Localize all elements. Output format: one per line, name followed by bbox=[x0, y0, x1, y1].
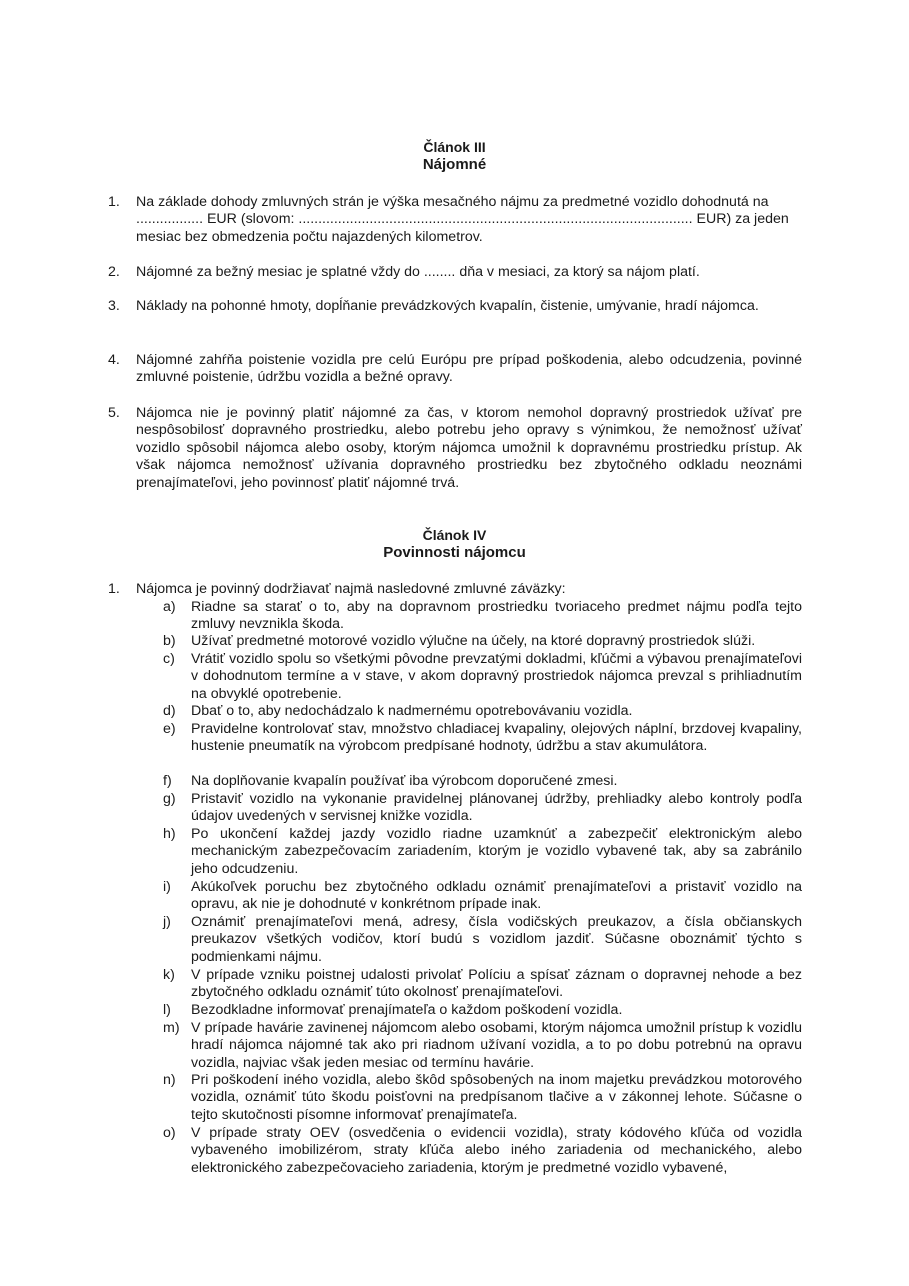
sub-item-l bbox=[163, 1002, 802, 1019]
sub-item-text: Bezodkladne informovať prenajímateľa o každom poškodení vozidla. bbox=[191, 1002, 623, 1018]
sub-item-letter: l) bbox=[163, 1002, 171, 1018]
article-4-item-1 bbox=[108, 581, 802, 598]
article-3-heading bbox=[0, 139, 909, 174]
item-number: 5. bbox=[108, 405, 120, 421]
sub-item-n bbox=[163, 1072, 802, 1124]
sub-item-text: Oznámiť prenajímateľovi mená, adresy, čísla vodičských preukazov, a čísla občianskych preukazov všetkých vodičov, ktorí budú s vozidlom jazdiť. Súčasne oboznámiť týchto s podmienkami nájmu. bbox=[191, 914, 802, 965]
sub-item-text: Užívať predmetné motorové vozidlo výlučne na účely, na ktoré dopravný prostriedok slúži. bbox=[191, 633, 756, 649]
item-number: 1. bbox=[108, 581, 120, 597]
sub-item-c bbox=[163, 651, 802, 703]
sub-item-letter: i) bbox=[163, 879, 171, 895]
sub-item-letter: m) bbox=[163, 1020, 180, 1036]
item-number: 3. bbox=[108, 298, 120, 314]
article-4-number: Článok IV bbox=[422, 527, 487, 543]
sub-item-k bbox=[163, 967, 802, 1002]
item-text: Náklady na pohonné hmoty, dopĺňanie prevádzkových kvapalín, čistenie, umývanie, hradí nájomca. bbox=[136, 298, 759, 314]
article-3-title: Nájomné bbox=[422, 156, 487, 173]
sub-item-m bbox=[163, 1020, 802, 1072]
article-4-heading bbox=[0, 527, 909, 562]
item-text: Nájomca nie je povinný platiť nájomné za čas, v ktorom nemohol dopravný prostriedok užívať pre nespôsobilosť dopravného prostriedku, alebo potrebu jeho opravy s výnimkou, že nemožnosť užívať vozidlo spôsobil nájomca alebo osoby, ktorým nájomca umožnil k dopravnému prostriedku prístup. Ak však nájomca nemožnosť užívania dopravného prostriedku bez zbytočného odkladu neoznámi prenajímateľovi, jeho povinnosť platiť nájomné trvá. bbox=[136, 405, 802, 491]
item-text: Nájomné zahŕňa poistenie vozidla pre celú Európu pre prípad poškodenia, alebo odcudzenia, povinné zmluvné poistenie, údržbu vozidla a bežné opravy. bbox=[136, 352, 802, 386]
sub-item-letter: a) bbox=[163, 599, 176, 615]
sub-item-j bbox=[163, 914, 802, 966]
sub-item-b bbox=[163, 633, 802, 650]
item-number: 2. bbox=[108, 264, 120, 280]
item-text: Nájomné za bežný mesiac je splatné vždy do ........ dňa v mesiaci, za ktorý sa nájom platí. bbox=[136, 264, 700, 280]
sub-item-letter: f) bbox=[163, 773, 172, 789]
article-3-item-2 bbox=[108, 264, 802, 281]
sub-item-letter: o) bbox=[163, 1125, 176, 1141]
sub-item-a bbox=[163, 599, 802, 634]
sub-item-letter: h) bbox=[163, 826, 176, 842]
sub-item-text: Po ukončení každej jazdy vozidlo riadne uzamknúť a zabezpečiť elektronickým alebo mechanickým zabezpečovacím zariadením, ktorým je vozidlo vybavené tak, aby sa zabránilo jeho odcudzeniu. bbox=[191, 826, 802, 877]
sub-item-i bbox=[163, 879, 802, 914]
article-3-item-4 bbox=[108, 352, 802, 387]
item-number: 4. bbox=[108, 352, 120, 368]
sub-item-letter: j) bbox=[163, 914, 171, 930]
sub-item-text: V prípade straty OEV (osvedčenia o evidencii vozidla), straty kódového kľúča od vozidla vybaveného imobilizérom, straty kľúča alebo iného zariadenia od mechanického, alebo elektronického zabezpečovacieho zariadenia, ktorým je predmetné vozidlo vybavené, bbox=[191, 1125, 802, 1176]
sub-item-text: V prípade vzniku poistnej udalosti privolať Políciu a spísať záznam o dopravnej nehode a bez zbytočného odkladu oznámiť túto okolnosť prenajímateľovi. bbox=[191, 967, 802, 1001]
item-text: Nájomca je povinný dodržiavať najmä nasledovné zmluvné záväzky: bbox=[136, 581, 566, 597]
sub-item-o bbox=[163, 1125, 802, 1177]
sub-item-letter: g) bbox=[163, 791, 176, 807]
sub-item-letter: b) bbox=[163, 633, 176, 649]
article-3-item-5 bbox=[108, 405, 802, 492]
sub-item-text: Pristaviť vozidlo na vykonanie pravidelnej plánovanej údržby, prehliadky alebo kontroly podľa údajov uvedených v servisnej knižke vozidla. bbox=[191, 791, 802, 825]
sub-item-letter: d) bbox=[163, 703, 176, 719]
sub-item-text: Pri poškodení iného vozidla, alebo škôd spôsobených na inom majetku prevádzkou motorového vozidla, oznámiť túto škodu poisťovni na predpísanom tlačive a v zákonnej lehote. Súčasne o tejto skutočnosti písomne informovať prenajímateľa. bbox=[191, 1072, 802, 1123]
sub-item-d bbox=[163, 703, 802, 720]
sub-item-text: Dbať o to, aby nedochádzalo k nadmernému opotrebovávaniu vozidla. bbox=[191, 703, 633, 719]
sub-item-text: Pravidelne kontrolovať stav, množstvo chladiacej kvapaliny, olejových náplní, brzdovej kvapaliny, hustenie pneumatík na výrobcom predpísané hodnoty, údržbu a stav akumulátora. bbox=[191, 721, 802, 755]
sub-item-h bbox=[163, 826, 802, 878]
article-3-item-1 bbox=[108, 194, 802, 246]
sub-item-letter: n) bbox=[163, 1072, 176, 1088]
sub-item-text: V prípade havárie zavinenej nájomcom alebo osobami, ktorým nájomca umožnil prístup k vozidlu hradí nájomca nájomné tak ako pri riadnom užívaní vozidla, a to po dobu potrebnú na opravu vozidla, najviac však jeden mesiac od termínu havárie. bbox=[191, 1020, 802, 1071]
article-3-number: Článok III bbox=[423, 139, 486, 155]
sub-item-text: Akúkoľvek poruchu bez zbytočného odkladu oznámiť prenajímateľovi a pristaviť vozidlo na opravu, ak nie je dohodnuté v konkrétnom prípade inak. bbox=[191, 879, 802, 913]
sub-item-f bbox=[163, 773, 802, 790]
item-number: 1. bbox=[108, 194, 120, 210]
sub-item-g bbox=[163, 791, 802, 826]
article-3-item-3 bbox=[108, 298, 802, 315]
sub-item-letter: e) bbox=[163, 721, 176, 737]
sub-item-letter: k) bbox=[163, 967, 175, 983]
sub-item-text: Vrátiť vozidlo spolu so všetkými pôvodne prevzatými dokladmi, kľúčmi a výbavou prenajímateľovi v dohodnutom termíne a v stave, v akom dopravný prostriedok nájomca prevzal s prihliadnutím na obvyklé opotrebenie. bbox=[191, 651, 802, 702]
sub-item-e bbox=[163, 721, 802, 756]
sub-item-text: Na doplňovanie kvapalín používať iba výrobcom doporučené zmesi. bbox=[191, 773, 618, 789]
item-text: Na základe dohody zmluvných strán je výška mesačného nájmu za predmetné vozidlo dohodnutá na ................. EUR (slovom: .................................................................................................... EUR) za jeden mesiac bez obmedzenia počtu najazdených kilometrov. bbox=[136, 194, 789, 245]
sub-item-letter: c) bbox=[163, 651, 175, 667]
sub-item-text: Riadne sa starať o to, aby na dopravnom prostriedku tvoriaceho predmet nájmu podľa tejto zmluvy nevznikla škoda. bbox=[191, 599, 802, 633]
article-4-title: Povinnosti nájomcu bbox=[383, 544, 526, 561]
